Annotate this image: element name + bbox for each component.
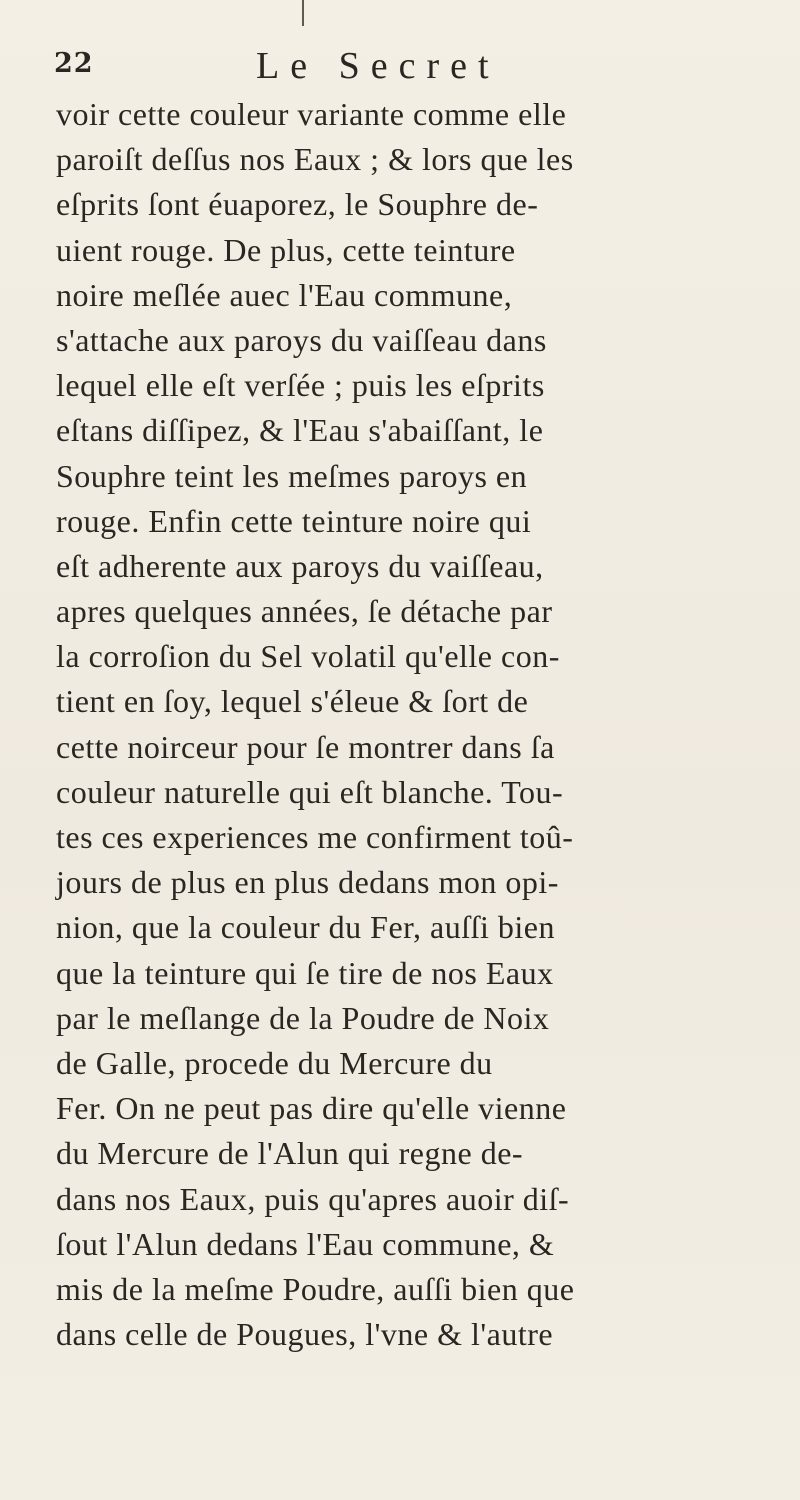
- text-line: nion, que la couleur du Fer, auſſi bien: [56, 909, 555, 946]
- text-line: eſt adherente aux paroys du vaiſſeau,: [56, 547, 544, 584]
- text-line: uient rouge. De plus, cette teinture: [56, 231, 516, 268]
- text-line: cette noirceur pour ſe montrer dans ſa: [56, 728, 555, 765]
- text-line: de Galle, procede du Mercure du: [56, 1044, 493, 1081]
- text-line: par le meſlange de la Poudre de Noix: [56, 999, 550, 1036]
- text-line: Fer. On ne peut pas dire qu'elle vienne: [56, 1090, 567, 1127]
- text-line: tes ces experiences me confirment toû-: [56, 819, 574, 855]
- text-line: ſout l'Alun dedans l'Eau commune, &: [56, 1225, 555, 1262]
- text-line: s'attache aux paroys du vaiſſeau dans: [56, 321, 547, 358]
- text-line: voir cette couleur variante comme elle: [56, 96, 567, 132]
- text-line: Souphre teint les meſmes paroys en: [56, 457, 528, 494]
- text-line: dans celle de Pougues, l'vne & l'autre: [56, 1316, 554, 1353]
- text-line: mis de la meſme Poudre, auſſi bien que: [56, 1270, 575, 1307]
- text-line: dans nos Eaux, puis qu'apres auoir diſ-: [56, 1180, 570, 1217]
- text-line: eſprits ſont éuaporez, le Souphre de-: [56, 186, 539, 223]
- text-line: noire meſlée auec l'Eau commune,: [56, 276, 513, 313]
- text-line: du Mercure de l'Alun qui regne de-: [56, 1135, 524, 1172]
- text-line: jours de plus en plus dedans mon opi-: [56, 864, 559, 901]
- text-line: paroiſt deſſus nos Eaux ; & lors que les: [56, 141, 574, 178]
- ink-mark: [302, 0, 304, 26]
- text-line: lequel elle eſt verſée ; puis les eſprits: [56, 367, 545, 404]
- page-header: [50, 44, 750, 90]
- text-line: la corroſion du Sel volatil qu'elle con-: [56, 638, 560, 675]
- running-head: Le Secret: [256, 45, 500, 87]
- body-text: [56, 92, 786, 1357]
- text-line: rouge. Enfin cette teinture noire qui: [56, 502, 532, 539]
- text-line: couleur naturelle qui eſt blanche. Tou-: [56, 773, 564, 810]
- text-line: apres quelques années, ſe détache par: [56, 593, 553, 630]
- text-line: que la teinture qui ſe tire de nos Eaux: [56, 954, 554, 991]
- text-line: eſtans diſſipez, & l'Eau s'abaiſſant, le: [56, 412, 544, 449]
- text-line: tient en ſoy, lequel s'éleue & ſort de: [56, 683, 529, 720]
- page-number: 22: [54, 48, 94, 79]
